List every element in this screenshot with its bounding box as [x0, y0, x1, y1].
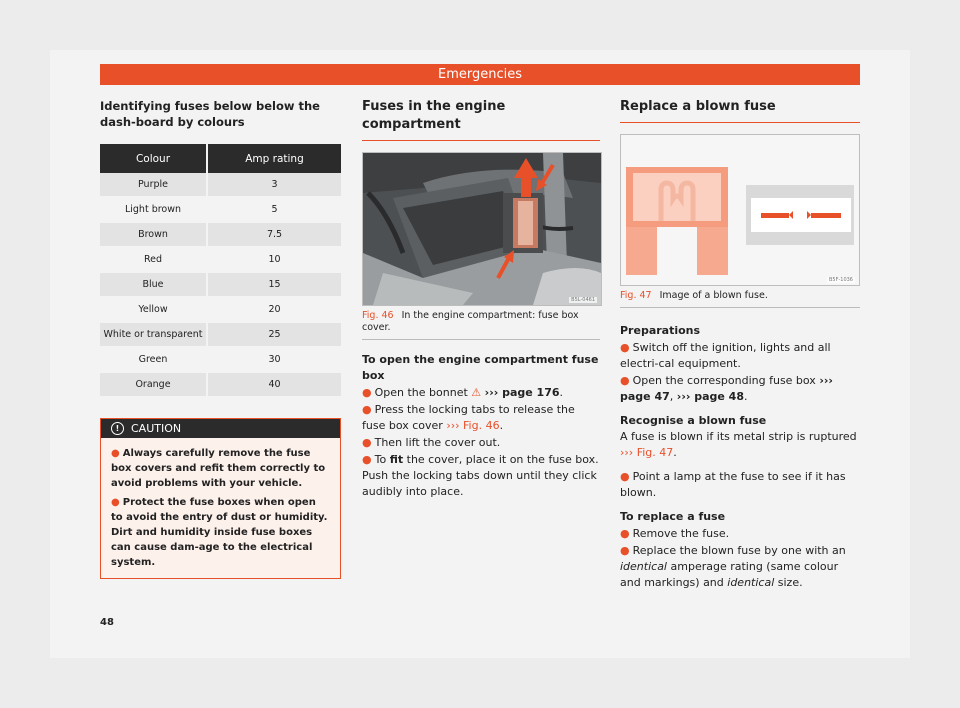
instruction-item: ● Open the corresponding fuse box ››› page 47, ››› page 48.: [620, 374, 833, 403]
table-header-colour: Colour: [100, 144, 207, 173]
engine-fuse-box-photo: [362, 152, 602, 306]
engine-photo-illustration: [363, 153, 601, 305]
bullet-icon: ●: [362, 453, 372, 466]
table-row: [100, 247, 341, 272]
instruction-item: ● Switch off the ignition, lights and all electri-cal equipment.: [620, 341, 831, 370]
table-row: [100, 372, 341, 397]
fuse-colour-table: [100, 144, 341, 398]
colour-cell: Red: [100, 247, 207, 272]
left-column: [100, 98, 341, 579]
table-row: [100, 197, 341, 222]
caution-title: CAUTION: [131, 422, 182, 435]
amp-rating-cell: 30: [207, 347, 341, 372]
table-row: [100, 322, 341, 347]
open-fuse-box-instructions: [362, 352, 600, 500]
instruction-item: ● Point a lamp at the fuse to see if it has blown.: [620, 470, 846, 499]
caution-body: [101, 438, 340, 578]
middle-column: [362, 98, 600, 501]
figure-caption: Fig. 46 In the engine compartment: fuse box cover.: [362, 310, 600, 340]
section-title-replace-fuse: Replace a blown fuse: [620, 98, 860, 123]
bullet-icon: ●: [620, 341, 630, 354]
colour-cell: Yellow: [100, 297, 207, 322]
replace-fuse-instructions: [620, 323, 860, 591]
bullet-icon: ●: [111, 448, 120, 459]
warning-circle-icon: !: [111, 422, 124, 435]
caution-item: ● Always carefully remove the fuse box covers and refit them correctly to avoid problems with your vehicle.: [111, 448, 326, 489]
table-row: [100, 173, 341, 197]
amp-rating-cell: 7.5: [207, 222, 341, 247]
figure-46: [362, 152, 600, 340]
page-reference-link[interactable]: ››› page 176: [484, 386, 560, 399]
colour-cell: Blue: [100, 272, 207, 297]
figure-reference-link[interactable]: ››› Fig. 47: [620, 446, 674, 459]
subheading: Preparations: [620, 324, 701, 337]
table-header-amp: Amp rating: [207, 144, 341, 173]
blown-fuse-illustration: [621, 135, 859, 285]
amp-rating-cell: 3: [207, 173, 341, 197]
colour-cell: Purple: [100, 173, 207, 197]
subheading: Recognise a blown fuse: [620, 414, 767, 427]
right-column: [620, 98, 860, 592]
figure-label: Fig. 47: [620, 290, 652, 301]
warning-triangle-icon: ⚠: [471, 386, 482, 399]
figure-47: [620, 134, 860, 308]
bullet-icon: ●: [362, 386, 372, 399]
instruction-item: ● Remove the fuse.: [620, 527, 730, 540]
amp-rating-cell: 25: [207, 322, 341, 347]
figure-reference-link[interactable]: ››› Fig. 46: [446, 419, 500, 432]
bullet-icon: ●: [362, 403, 372, 416]
page-reference-link[interactable]: ››› page 48: [676, 390, 744, 403]
table-row: [100, 272, 341, 297]
figure-code: B5L-0461: [571, 297, 595, 303]
instruction-item: ● Open the bonnet ⚠ ››› page 176.: [362, 386, 564, 399]
blown-fuse-image: [620, 134, 860, 286]
amp-rating-cell: 20: [207, 297, 341, 322]
bullet-icon: ●: [620, 374, 630, 387]
subheading: To open the engine compartment fuse box: [362, 353, 599, 382]
instruction-item: ● To fit the cover, place it on the fuse box. Push the locking tabs down until they click audibly into place.: [362, 453, 599, 498]
instruction-item: ● Press the locking tabs to release the fuse box cover ››› Fig. 46.: [362, 403, 575, 432]
colour-cell: Orange: [100, 372, 207, 397]
colour-cell: Green: [100, 347, 207, 372]
bullet-icon: ●: [111, 497, 120, 508]
figure-caption: Fig. 47 Image of a blown fuse.: [620, 290, 860, 308]
page-number: 48: [100, 617, 114, 628]
instruction-item: ● Then lift the cover out.: [362, 436, 501, 449]
section-title-engine-fuses: Fuses in the engine compartment: [362, 98, 600, 141]
amp-rating-cell: 40: [207, 372, 341, 397]
paragraph: A fuse is blown if its metal strip is ruptured ››› Fig. 47.: [620, 430, 857, 459]
bullet-icon: ●: [362, 436, 372, 449]
amp-rating-cell: 10: [207, 247, 341, 272]
colour-cell: White or transparent: [100, 322, 207, 347]
colour-cell: Light brown: [100, 197, 207, 222]
caution-item: ● Protect the fuse boxes when open to avoid the entry of dust or humidity. Dirt and humidity inside fuse boxes can cause dam-age to the electrical system.: [111, 497, 328, 568]
table-row: [100, 222, 341, 247]
figure-code: B5F-1036: [828, 277, 853, 283]
bullet-icon: ●: [620, 544, 630, 557]
caution-header: [101, 419, 340, 438]
figure-label: Fig. 46: [362, 310, 394, 321]
amp-rating-cell: 15: [207, 272, 341, 297]
table-row: [100, 347, 341, 372]
subheading: To replace a fuse: [620, 510, 726, 523]
caution-box: [100, 418, 341, 579]
page-reference-link[interactable]: ››› page 47: [620, 374, 833, 403]
amp-rating-cell: 5: [207, 197, 341, 222]
table-row: [100, 297, 341, 322]
bullet-icon: ●: [620, 470, 630, 483]
chapter-header: Emergencies: [100, 64, 860, 85]
instruction-item: ● Replace the blown fuse by one with an identical amperage rating (same colour and markings) and identical size.: [620, 544, 846, 589]
colour-cell: Brown: [100, 222, 207, 247]
bullet-icon: ●: [620, 527, 630, 540]
table-heading: Identifying fuses below below the dash-board by colours: [100, 99, 320, 129]
table-body: [100, 173, 341, 397]
